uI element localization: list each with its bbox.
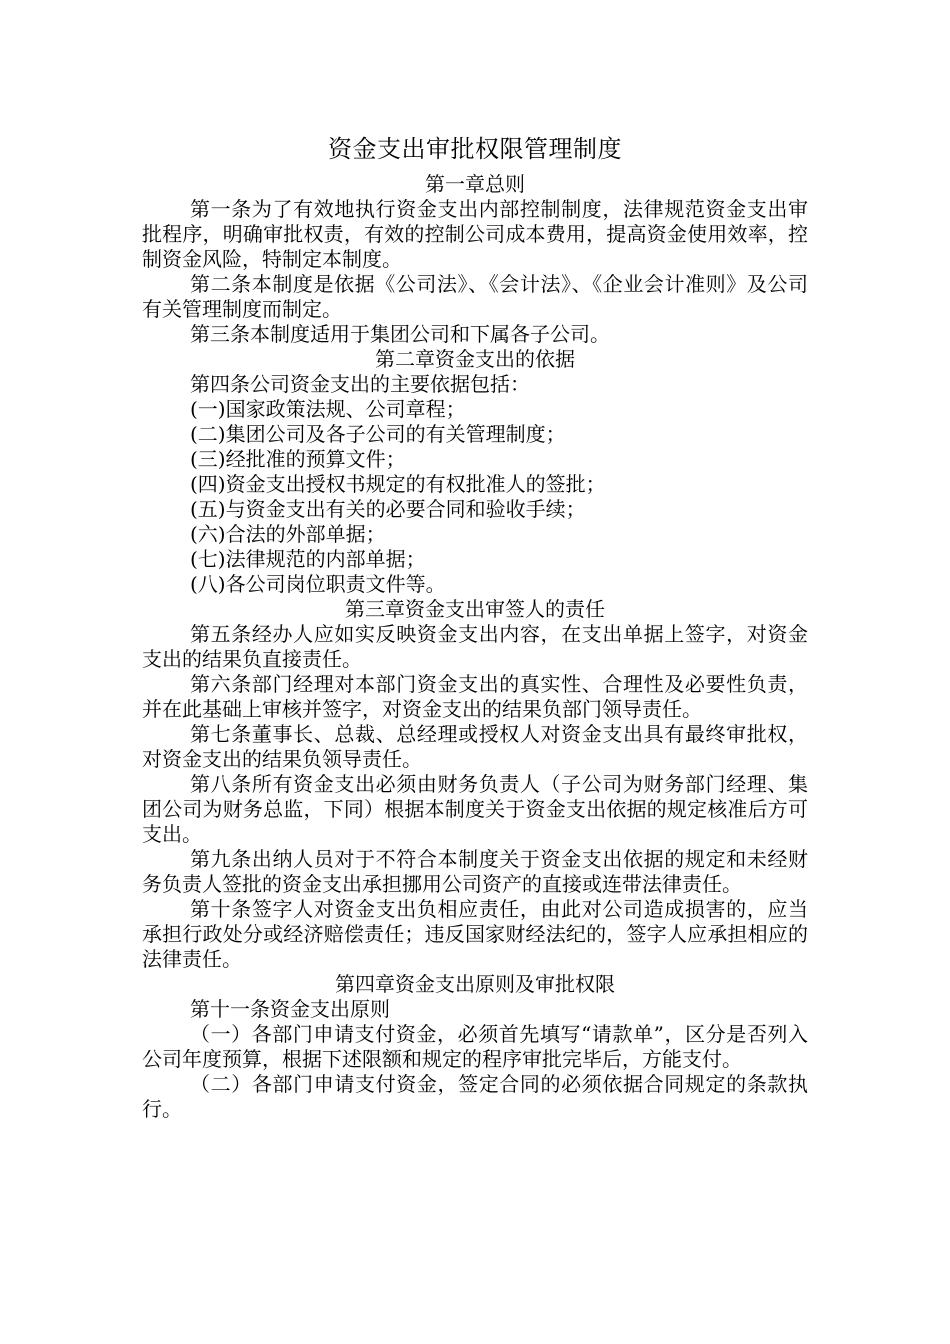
chapter-heading: 第三章资金支出审签人的责任 (345, 597, 605, 621)
article-paragraph: (一)国家政策法规、公司章程； (190, 397, 466, 421)
article-paragraph: 第三条本制度适用于集团公司和下属各子公司。 (190, 322, 610, 346)
article-paragraph: (四)资金支出授权书规定的有权批准人的签批； (190, 472, 606, 496)
article-paragraph: (二)集团公司及各子公司的有关管理制度； (190, 422, 566, 446)
article-paragraph: 第二条本制度是依据《公司法》、《会计法》、《企业会计准则》及公司有关管理制度而制定。 (142, 272, 808, 321)
article-paragraph: (五)与资金支出有关的必要合同和验收手续； (190, 497, 586, 521)
document-title: 资金支出审批权限管理制度 (328, 135, 622, 163)
article-paragraph: 第六条部门经理对本部门资金支出的真实性、合理性及必要性负责，并在此基础上审核并签字，对资金支出的结果负部门领导责任。 (142, 672, 808, 721)
article-paragraph: 第八条所有资金支出必须由财务负责人（子公司为财务部门经理、集团公司为财务总监，下同）根据本制度关于资金支出依据的规定核准后方可支出。 (142, 772, 808, 846)
document-body (142, 172, 808, 1122)
article-paragraph: （一）各部门申请支付资金，必须首先填写“请款单”，区分是否列入公司年度预算，根据下述限额和规定的程序审批完毕后，方能支付。 (142, 1022, 808, 1071)
article-paragraph: 第一条为了有效地执行资金支出内部控制制度，法律规范资金支出审批程序，明确审批权责，有效的控制公司成本费用，提高资金使用效率，控制资金风险，特制定本制度。 (142, 197, 808, 271)
chapter-heading: 第二章资金支出的依据 (375, 347, 575, 371)
article-paragraph: 第五条经办人应如实反映资金支出内容，在支出单据上签字，对资金支出的结果负直接责任。 (142, 622, 808, 671)
article-paragraph: （二）各部门申请支付资金，签定合同的必须依据合同规定的条款执行。 (142, 1072, 808, 1121)
chapter-heading: 第四章资金支出原则及审批权限 (335, 972, 615, 996)
article-paragraph: 第七条董事长、总裁、总经理或授权人对资金支出具有最终审批权，对资金支出的结果负领导责任。 (142, 722, 808, 771)
article-paragraph: 第十条签字人对资金支出负相应责任，由此对公司造成损害的，应当承担行政处分或经济赔偿责任；违反国家财经法纪的，签字人应承担相应的法律责任。 (142, 897, 808, 971)
chapter-heading: 第一章总则 (425, 172, 525, 196)
article-paragraph: 第四条公司资金支出的主要依据包括： (190, 372, 530, 396)
document-page (142, 132, 808, 1122)
article-paragraph: (七)法律规范的内部单据； (190, 547, 426, 571)
article-paragraph: (八)各公司岗位职责文件等。 (190, 572, 446, 596)
article-paragraph: 第九条出纳人员对于不符合本制度关于资金支出依据的规定和未经财务负责人签批的资金支出承担挪用公司资产的直接或连带法律责任。 (142, 847, 808, 896)
article-paragraph: 第十一条资金支出原则 (190, 997, 390, 1021)
article-paragraph: (三)经批准的预算文件； (190, 447, 406, 471)
article-paragraph: (六)合法的外部单据； (190, 522, 386, 546)
